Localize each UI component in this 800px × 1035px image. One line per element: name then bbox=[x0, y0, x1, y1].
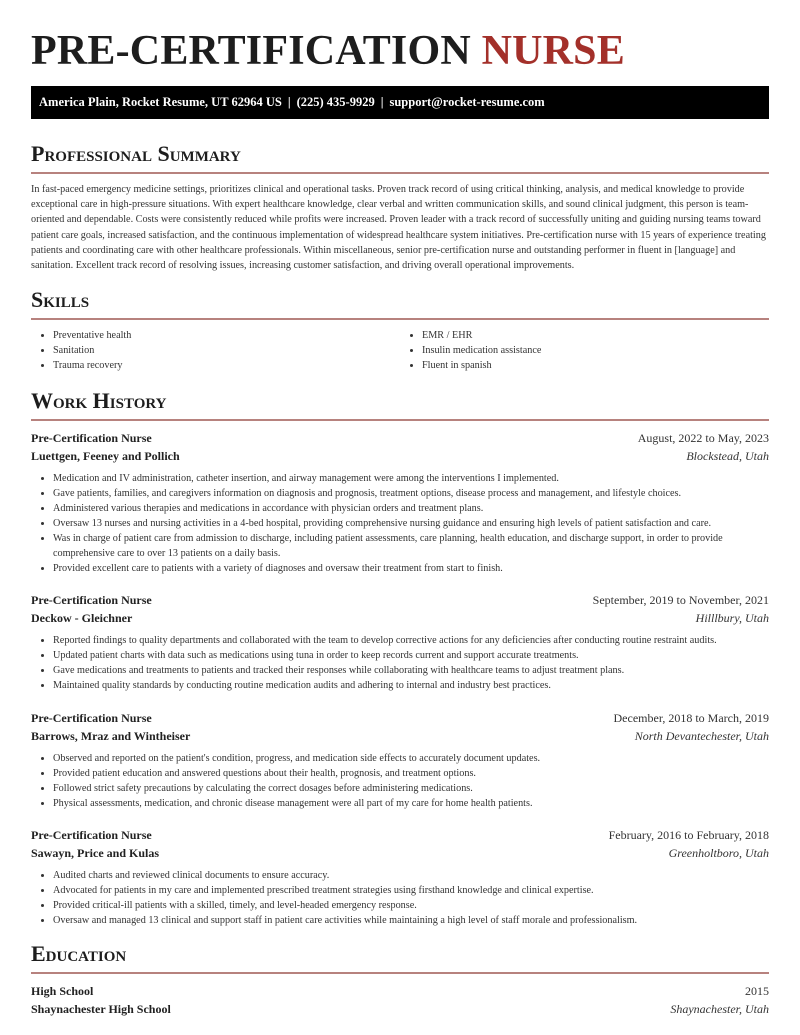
job-bullet: • Updated patient charts with data such as medications using tuna in order to keep records current and support accurate treatments. bbox=[53, 648, 769, 663]
job-dates: December, 2018 to March, 2019 bbox=[613, 710, 769, 725]
education-section bbox=[31, 941, 769, 1018]
job-company: Sawayn, Price and Kulas bbox=[31, 845, 160, 860]
job-bullet: • Was in charge of patient care from admission to discharge, including patient assessments, care planning, health education, and discharge support, in order to provide comprehensive care to over 13 patients on a daily basis. bbox=[53, 531, 769, 561]
skill-item: • Preventative health bbox=[53, 328, 400, 343]
section-heading-summary: Professional Summary bbox=[31, 141, 241, 166]
skill-item: • EMR / EHR bbox=[422, 328, 769, 343]
job-dates: August, 2022 to May, 2023 bbox=[637, 430, 769, 445]
job-company-row bbox=[31, 727, 769, 745]
skill-item: • Fluent in spanish bbox=[422, 358, 769, 373]
job-location: Hilllbury, Utah bbox=[695, 611, 769, 626]
job-bullet: • Maintained quality standards by conducting routine medication audits and adhering to internal and industry best practices. bbox=[53, 678, 769, 693]
summary-section bbox=[31, 141, 769, 273]
section-divider bbox=[31, 172, 769, 174]
section-heading-education: Education bbox=[31, 941, 127, 967]
job-company-row bbox=[31, 447, 769, 465]
education-header-row bbox=[31, 982, 769, 1000]
resume-title bbox=[31, 0, 769, 74]
contact-address: America Plain, Rocket Resume, UT 62964 US bbox=[39, 95, 282, 109]
job-bullets bbox=[31, 868, 769, 928]
job-title: Pre-Certification Nurse bbox=[31, 827, 152, 842]
skills-list bbox=[31, 328, 769, 373]
job-header-row bbox=[31, 826, 769, 844]
job-header-row bbox=[31, 591, 769, 609]
contact-separator: | bbox=[380, 95, 384, 109]
job-entry bbox=[31, 591, 769, 693]
job-bullets bbox=[31, 471, 769, 577]
job-bullet: • Audited charts and reviewed clinical documents to ensure accuracy. bbox=[53, 868, 769, 883]
skills-column-right bbox=[400, 328, 769, 373]
job-header-row bbox=[31, 709, 769, 727]
job-bullet: • Oversaw and managed 13 clinical and support staff in patient care activities while maintaining a high level of staff morale and professionalism. bbox=[53, 913, 769, 928]
job-bullet: • Reported findings to quality departments and collaborated with the team to develop corrective actions for any deficiencies after conducting routine restraint audits. bbox=[53, 633, 769, 648]
job-bullets bbox=[31, 633, 769, 693]
education-entry bbox=[31, 982, 769, 1018]
job-dates: February, 2016 to February, 2018 bbox=[608, 827, 769, 842]
job-bullet: • Observed and reported on the patient's condition, progress, and medication side effects to accurately document updates. bbox=[53, 751, 769, 766]
job-bullet: • Oversaw 13 nurses and nursing activities in a 4-bed hospital, providing comprehensive nursing guidance and ensuring high levels of patient satisfaction and care. bbox=[53, 516, 769, 531]
job-bullet: • Physical assessments, medication, and chronic disease management were all part of my care for home health patients. bbox=[53, 796, 769, 811]
work-history-section bbox=[31, 388, 769, 929]
contact-separator: | bbox=[287, 95, 291, 109]
job-bullet: • Gave patients, families, and caregivers information on diagnosis and prognosis, treatment options, disease process and management, and lifestyle choices. bbox=[53, 486, 769, 501]
job-company: Barrows, Mraz and Wintheiser bbox=[31, 728, 191, 743]
section-heading-skills: Skills bbox=[31, 287, 90, 313]
job-company-row bbox=[31, 609, 769, 627]
job-location: Blockstead, Utah bbox=[686, 448, 769, 463]
skills-section bbox=[31, 287, 769, 373]
job-bullet: • Gave medications and treatments to patients and tracked their responses while collaborating with healthcare teams to adjust treatment plans. bbox=[53, 663, 769, 678]
skill-item: • Insulin medication assistance bbox=[422, 343, 769, 358]
contact-email[interactable]: support@rocket-resume.com bbox=[389, 95, 545, 109]
section-divider bbox=[31, 972, 769, 974]
job-bullets bbox=[31, 751, 769, 811]
job-bullet: • Provided critical-ill patients with a skilled, timely, and level-headed emergency response. bbox=[53, 898, 769, 913]
job-header-row bbox=[31, 429, 769, 447]
job-entry bbox=[31, 826, 769, 928]
job-bullet: • Followed strict safety precautions by calculating the correct dosages before administering medications. bbox=[53, 781, 769, 796]
skills-column-left bbox=[31, 328, 400, 373]
job-bullet: • Provided excellent care to patients with a variety of diagnoses and oversaw their treatment from start to finish. bbox=[53, 561, 769, 576]
skill-item: • Trauma recovery bbox=[53, 358, 400, 373]
job-bullet: • Administered various therapies and medications in accordance with physician orders and treatment plans. bbox=[53, 501, 769, 516]
job-company: Deckow - Gleichner bbox=[31, 611, 133, 626]
section-divider bbox=[31, 419, 769, 421]
section-divider bbox=[31, 318, 769, 320]
title-main: PRE-CERTIFICATION bbox=[31, 28, 471, 74]
summary-text: In fast-paced emergency medicine settings, prioritizes clinical and operational tasks. Proven track record of using critical thinking, analysis, and medical knowledge to provide exceptional care in high-pressure situations. With expert healthcare knowledge, clear verbal and written communication skills, and sound clinical judgment, this person is team-oriented and dependable. Costs were consistently reduced while profits were increased. Proven leader with a track record of successfully uniting and guiding nursing teams toward patient care goals, increased satisfaction, and the continuous implementation of widespread healthcare system initiatives. Pre-certification nurse with 15 years of experience treating patients and coordinating care with other healthcare professionals. Within miscellaneous, senior pre-certification nurse and outstanding performer in fluent in [language] and sanitation. Excellent track record of resolving issues, increasing customer satisfaction, and driving overall operational improvements. bbox=[31, 184, 766, 272]
job-company: Luettgen, Feeney and Pollich bbox=[31, 448, 180, 463]
job-title: Pre-Certification Nurse bbox=[31, 593, 152, 608]
job-entry bbox=[31, 709, 769, 811]
job-dates: September, 2019 to November, 2021 bbox=[592, 593, 769, 608]
title-accent: NURSE bbox=[481, 28, 625, 74]
education-degree: High School bbox=[31, 984, 94, 999]
job-location: North Devantechester, Utah bbox=[634, 728, 769, 743]
job-entry bbox=[31, 429, 769, 577]
education-year: 2015 bbox=[745, 984, 769, 999]
job-title: Pre-Certification Nurse bbox=[31, 430, 152, 445]
contact-phone: (225) 435-9929 bbox=[296, 95, 375, 109]
job-title: Pre-Certification Nurse bbox=[31, 710, 152, 725]
education-location: Shaynachester, Utah bbox=[670, 1002, 769, 1017]
education-school-row bbox=[31, 1000, 769, 1018]
job-location: Greenholtboro, Utah bbox=[668, 845, 769, 860]
contact-bar bbox=[31, 86, 769, 119]
job-bullet: • Medication and IV administration, catheter insertion, and airway management were among the interventions I implemented. bbox=[53, 471, 769, 486]
education-school: Shaynachester High School bbox=[31, 1002, 171, 1017]
job-bullet: • Advocated for patients in my care and implemented prescribed treatment strategies using firsthand knowledge and clinical expertise. bbox=[53, 883, 769, 898]
skill-item: • Sanitation bbox=[53, 343, 400, 358]
job-bullet: • Provided patient education and answered questions about their health, prognosis, and treatment options. bbox=[53, 766, 769, 781]
section-heading-work-history: Work History bbox=[31, 387, 167, 413]
job-company-row bbox=[31, 844, 769, 862]
